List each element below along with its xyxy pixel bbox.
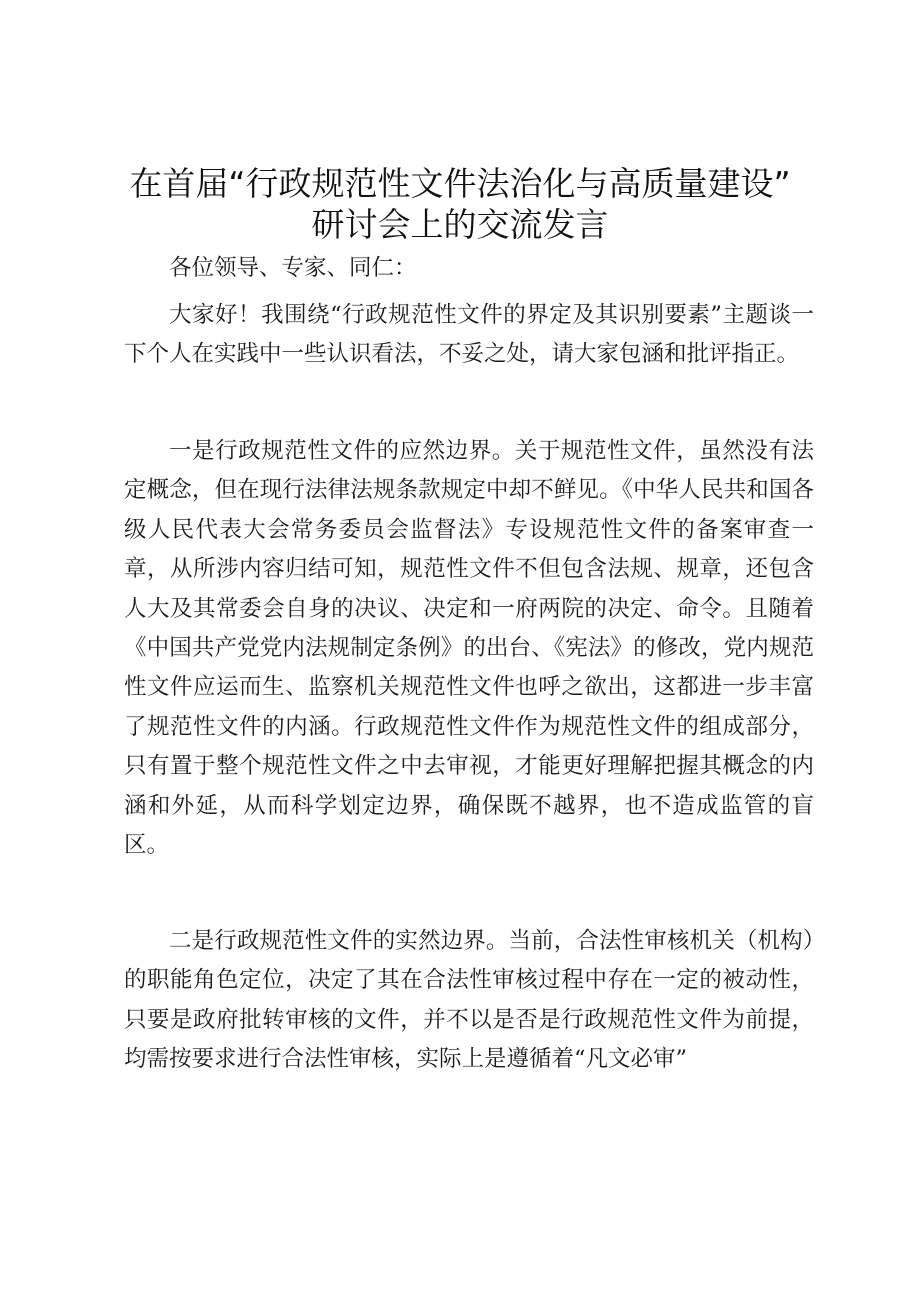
paragraph: 一是行政规范性文件的应然边界。关于规范性文件，虽然没有法定概念，但在现行法律法规条款规定中却不鲜见。《中华人民共和国各级人民代表大会常务委员会监督法》专设规范性文件的备案审查一章，从所涉内容归结可知，规范性文件不但包含法规、规章，还包含人大及其常委会自身的决议、决定和一府两院的决定、命令。且随着《中国共产党党内法规制定条例》的出台、《宪法》的修改，党内规范性文件应运而生、监察机关规范性文件也呼之欲出，这都进一步丰富了规范性文件的内涵。行政规范性文件作为规范性文件的组成部分，只有置于整个规范性文件之中去审视，才能更好理解把握其概念的内涵和外延，从而科学划定边界，确保既不越界，也不造成监管的盲区。 — [124, 438, 814, 859]
paragraph-2-block — [124, 432, 814, 865]
document-title-line-1: 在首届“行政规范性文件法治化与高质量建设” — [129, 164, 791, 203]
greeting: 各位领导、专家、同仁： — [169, 255, 417, 281]
document-title-line-2: 研讨会上的交流发言 — [311, 205, 609, 244]
paragraph-3-block — [124, 922, 814, 1080]
paragraph-1-block — [124, 296, 814, 374]
paragraph: 大家好！我围绕“行政规范性文件的界定及其识别要素”主题谈一下个人在实践中一些认识看法，不妥之处，请大家包涵和批评指正。 — [124, 302, 814, 367]
paragraph: 二是行政规范性文件的实然边界。当前，合法性审核机关（机构）的职能角色定位，决定了其在合法性审核过程中存在一定的被动性，只要是政府批转审核的文件，并不以是否是行政规范性文件为前提，均需按要求进行合法性审核，实际上是遵循着“凡文必审” — [124, 928, 814, 1073]
